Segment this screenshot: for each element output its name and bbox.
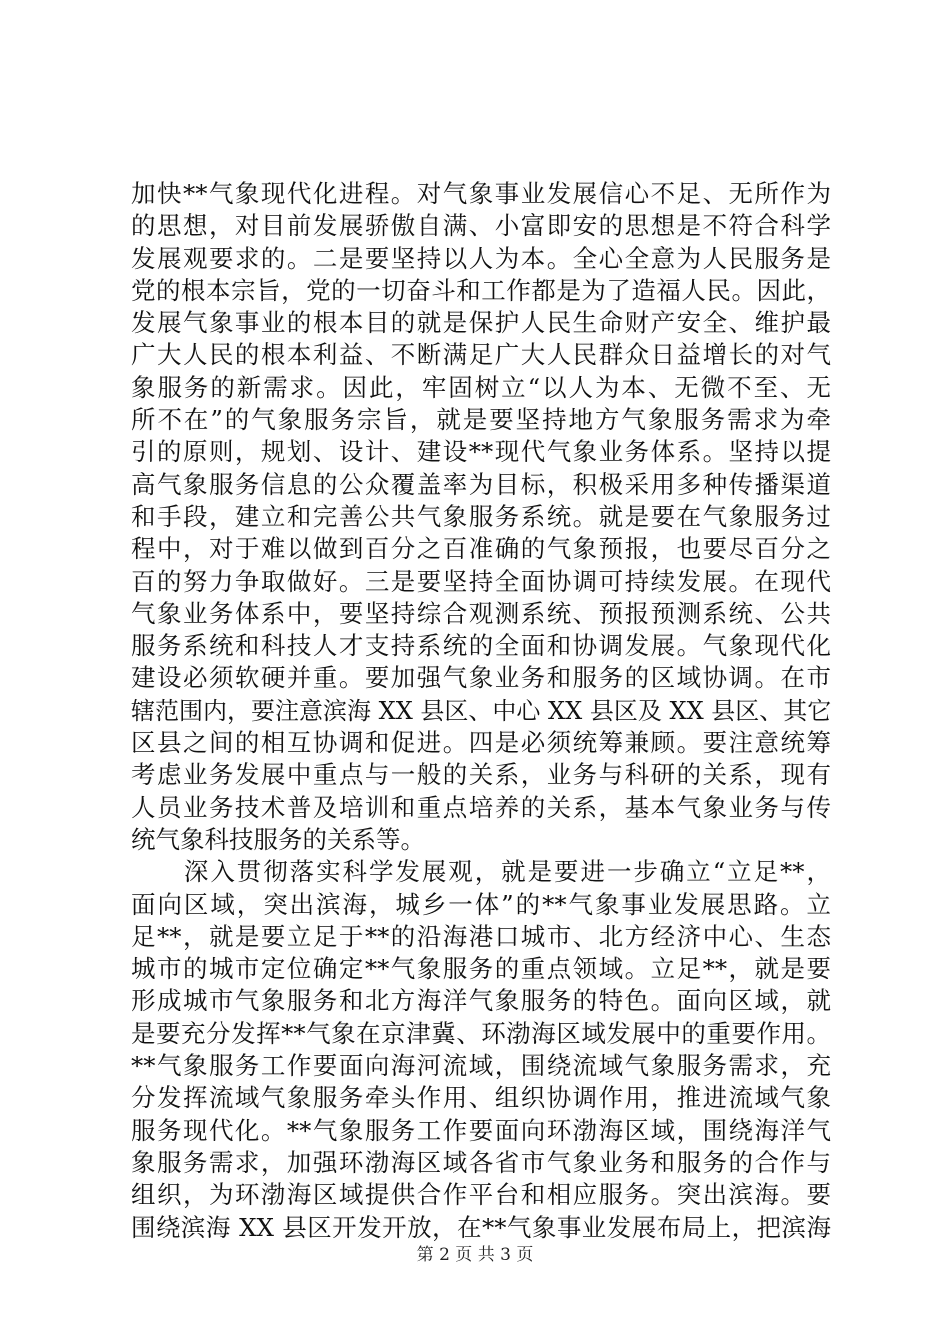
text-line: 深入贯彻落实科学发展观，就是要进一步确立“立足**，	[131, 857, 831, 887]
text-line: 组织，为环渤海区域提供合作平台和相应服务。突出滨海。要	[131, 1180, 831, 1210]
text-line: 区县之间的相互协调和促进。四是必须统筹兼顾。要注意统筹	[131, 728, 831, 758]
text-line: 城市的城市定位确定**气象服务的重点领域。立足**，就是要	[131, 954, 831, 984]
text-line: 加快**气象现代化进程。对气象事业发展信心不足、无所作为	[131, 179, 831, 208]
text-line: 高气象服务信息的公众覆盖率为目标，积极采用多种传播渠道	[131, 469, 831, 499]
text-line: 发展观要求的。二是要坚持以人为本。全心全意为人民服务是	[131, 243, 831, 273]
text-line: 所不在”的气象服务宗旨，就是要坚持地方气象服务需求为牵	[131, 405, 831, 435]
text-line: 程中，对于难以做到百分之百准确的气象预报，也要尽百分之	[131, 534, 831, 564]
text-line: 面向区域，突出滨海，城乡一体”的**气象事业发展思路。立	[131, 889, 831, 919]
text-line: 辖范围内，要注意滨海 XX 县区、中心 XX 县区及 XX 县区、其它	[131, 696, 832, 725]
text-line: 引的原则，规划、设计、建设**现代气象业务体系。坚持以提	[131, 437, 831, 467]
text-line: 服务现代化。**气象服务工作要面向环渤海区域，围绕海洋气	[131, 1115, 831, 1145]
text-line: 考虑业务发展中重点与一般的关系，业务与科研的关系，现有	[131, 760, 831, 790]
text-line: 党的根本宗旨，党的一切奋斗和工作都是为了造福人民。因此，	[131, 275, 831, 305]
text-line: 建设必须软硬并重。要加强气象业务和服务的区域协调。在市	[131, 663, 831, 693]
text-line: 和手段，建立和完善公共气象服务系统。就是要在气象服务过	[131, 501, 831, 531]
text-line: 分发挥流域气象服务牵头作用、组织协调作用，推进流域气象	[131, 1083, 831, 1113]
text-line: 足**，就是要立足于**的沿海港口城市、北方经济中心、生态	[131, 921, 831, 951]
text-line: 的思想，对目前发展骄傲自满、小富即安的思想是不符合科学	[131, 211, 831, 241]
text-line: 象服务需求，加强环渤海区域各省市气象业务和服务的合作与	[131, 1147, 831, 1177]
text-line: 是要充分发挥**气象在京津冀、环渤海区域发展中的重要作用。	[131, 1018, 831, 1048]
text-line: 气象业务体系中，要坚持综合观测系统、预报预测系统、公共	[131, 598, 831, 628]
text-line: 百的努力争取做好。三是要坚持全面协调可持续发展。在现代	[131, 566, 831, 596]
text-line: 象服务的新需求。因此，牢固树立“以人为本、无微不至、无	[131, 372, 831, 402]
text-line: 广大人民的根本利益、不断满足广大人民群众日益增长的对气	[131, 340, 831, 370]
text-line: 人员业务技术普及培训和重点培养的关系，基本气象业务与传	[131, 792, 831, 822]
text-line: 服务系统和科技人才支持系统的全面和协调发展。气象现代化	[131, 631, 831, 661]
text-line: 统气象科技服务的关系等。	[131, 824, 425, 854]
text-line: 形成城市气象服务和北方海洋气象服务的特色。面向区域，就	[131, 986, 831, 1016]
text-line: **气象服务工作要面向海河流域，围绕流域气象服务需求，充	[131, 1051, 831, 1081]
page-number-footer: 第 2 页 共 3 页	[416, 1245, 534, 1265]
text-line: 围绕滨海 XX 县区开发开放，在**气象事业发展布局上，把滨海	[131, 1212, 831, 1242]
text-line: 发展气象事业的根本目的就是保护人民生命财产安全、维护最	[131, 308, 831, 338]
body-text	[131, 178, 831, 1244]
